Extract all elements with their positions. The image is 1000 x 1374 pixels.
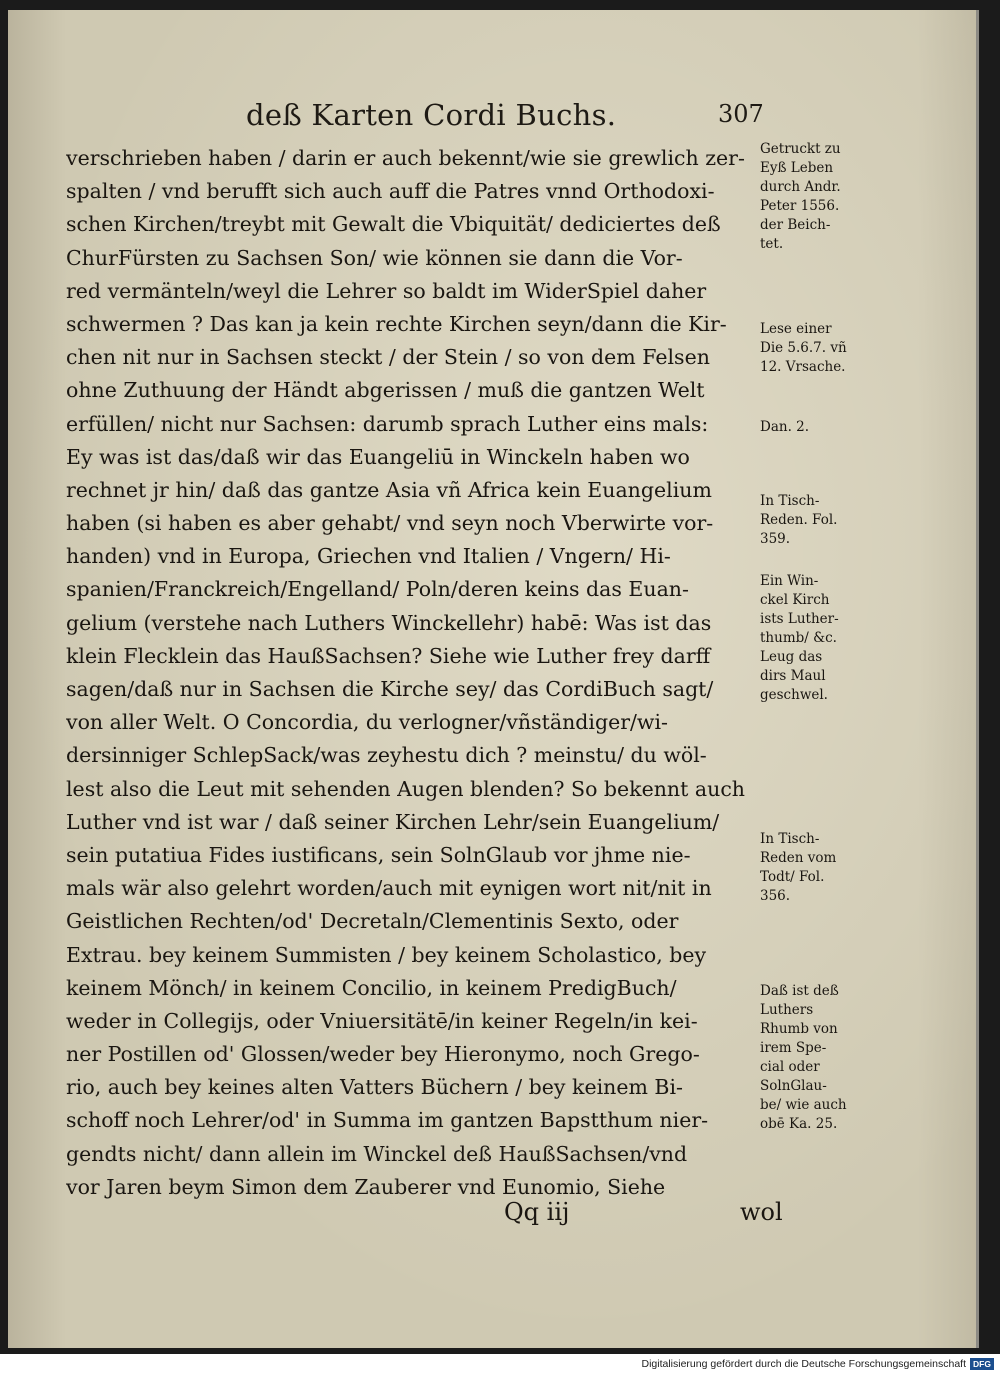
margin-note — [760, 982, 847, 1134]
text-line: mals wär also gelehrt worden/auch mit eynigen wort nit/nit in — [66, 876, 712, 901]
text-line: red vermänteln/weyl die Lehrer so baldt im WiderSpiel daher — [66, 278, 707, 303]
margin-note-line: 356. — [760, 888, 791, 904]
text-line: sagen/daß nur in Sachsen die Kirche sey/ das CordiBuch sagt/ — [66, 677, 714, 701]
book-page — [8, 10, 979, 1348]
margin-note-line: thumb/ &c. — [760, 630, 837, 646]
footer-bar — [0, 1354, 1000, 1374]
text-line: haben (si haben es aber gehabt/ vnd seyn noch Vberwirte vor- — [66, 511, 714, 536]
text-line: Geistlichen Rechten/od' Decretaln/Clementinis Sexto, oder — [66, 909, 679, 934]
margin-note-line: Rhumb von — [760, 1021, 838, 1037]
text-line: ner Postillen od' Glossen/weder bey Hieronymo, noch Grego- — [66, 1042, 700, 1067]
margin-note-line: In Tisch- — [760, 831, 820, 847]
margin-note — [760, 418, 809, 437]
text-line: ChurFürsten zu Sachsen Son/ wie können sie dann die Vor- — [66, 245, 683, 270]
text-line: Extrau. bey keinem Summisten / bey keinem Scholastico, bey — [66, 942, 707, 967]
running-title: deß Karten Cordi Buchs. — [246, 98, 617, 132]
text-line: verschrieben haben / darin er auch bekennt/wie sie grewlich zer- — [66, 146, 745, 170]
margin-note-line: be/ wie auch — [760, 1097, 847, 1113]
text-line: handen) vnd in Europa, Griechen vnd Italien / Vngern/ Hi- — [66, 544, 671, 569]
text-line: ohne Zuthuung der Händt abgerissen / muß die gantzen Welt — [66, 378, 705, 403]
margin-note-line: Leug das — [760, 649, 823, 665]
text-line: rechnet jr hin/ daß das gantze Asia vñ Africa kein Euangelium — [66, 477, 712, 502]
margin-note-line: Todt/ Fol. — [760, 869, 825, 885]
text-line: vor Jaren beym Simon dem Zauberer vnd Eunomio, Siehe — [66, 1174, 666, 1199]
text-line: sein putatiua Fides iustificans, sein SolnGlaub vor jhme nie- — [66, 842, 691, 867]
margin-note — [760, 320, 847, 377]
text-line: spanien/Franckreich/Engelland/ Poln/deren keins das Euan- — [66, 577, 689, 602]
text-line: rio, auch bey keines alten Vatters Büchern / bey keinem Bi- — [66, 1075, 683, 1100]
margin-note-line: ckel Kirch — [760, 592, 830, 608]
margin-note-line: SolnGlau- — [760, 1078, 827, 1094]
margin-note-line: Ein Win- — [760, 573, 819, 589]
margin-note-line: obē Ka. 25. — [760, 1116, 838, 1132]
dfg-logo: DFG — [970, 1358, 994, 1370]
text-line: spalten / vnd berufft sich auch auff die Patres vnnd Orthodoxi- — [66, 179, 715, 204]
margin-note-line: Luthers — [760, 1002, 814, 1018]
margin-note-line: Daß ist deß — [760, 983, 839, 999]
text-line: keinem Mönch/ in keinem Concilio, in keinem PredigBuch/ — [66, 975, 677, 1000]
text-line: gendts nicht/ dann allein im Winckel deß HaußSachsen/vnd — [66, 1141, 688, 1166]
signature-mark: Qq iij — [504, 1198, 570, 1226]
margin-note — [760, 830, 836, 906]
text-line: erfüllen/ nicht nur Sachsen: darumb sprach Luther eins mals: — [66, 411, 709, 436]
text-line: von aller Welt. O Concordia, du verlogner/vñständiger/wi- — [66, 710, 668, 735]
margin-note — [760, 492, 837, 549]
text-line: schwermen ? Das kan ja kein rechte Kirchen seyn/dann die Kir- — [66, 311, 727, 336]
margin-note-line: cial oder — [760, 1059, 820, 1075]
margin-note-line: tet. — [760, 236, 784, 252]
margin-note-line: Lese einer — [760, 321, 832, 337]
page-header — [8, 98, 976, 138]
catchword: wol — [740, 1198, 783, 1226]
text-line: Ey was ist das/daß wir das Euangeliū in Winckeln haben wo — [66, 444, 690, 469]
margin-note-line: Reden. Fol. — [760, 512, 838, 528]
text-line: Luther vnd ist war / daß seiner Kirchen Lehr/sein Euangelium/ — [66, 809, 720, 834]
body-text — [66, 142, 786, 1204]
text-line: chen nit nur in Sachsen steckt / der Stein / so von dem Felsen — [66, 345, 710, 370]
margin-note-line: ists Luther- — [760, 611, 839, 627]
margin-note-line: der Beich- — [760, 217, 831, 233]
text-line: dersinniger SchlepSack/was zeyhestu dich ? meinstu/ du wöl- — [66, 743, 707, 768]
margin-note-line: Eyß Leben — [760, 160, 834, 176]
margin-note-line: 12. Vrsache. — [760, 359, 846, 375]
margin-note-line: irem Spe- — [760, 1040, 827, 1056]
text-line: weder in Collegijs, oder Vniuersitätē/in keiner Regeln/in kei- — [66, 1008, 698, 1033]
text-line: lest also die Leut mit sehenden Augen blenden? So bekennt auch — [66, 776, 746, 801]
text-line: schoff noch Lehrer/od' in Summa im gantzen Bapstthum nier- — [66, 1108, 709, 1133]
margin-note — [760, 140, 841, 254]
margin-note-line: In Tisch- — [760, 493, 820, 509]
funding-credit: Digitalisierung gefördert durch die Deutsche Forschungsgemeinschaft — [641, 1358, 966, 1370]
text-line: schen Kirchen/treybt mit Gewalt die Vbiquität/ dediciertes deß — [66, 212, 721, 237]
margin-note-line: Reden vom — [760, 850, 837, 866]
page-number: 307 — [718, 100, 764, 128]
margin-note-line: Getruckt zu — [760, 141, 841, 157]
margin-note-line: Dan. 2. — [760, 419, 810, 435]
margin-note-line: durch Andr. — [760, 179, 841, 195]
text-line: gelium (verstehe nach Luthers Winckellehr) habē: Was ist das — [66, 610, 712, 635]
margin-note-line: dirs Maul — [760, 668, 826, 684]
margin-note-line: 359. — [760, 531, 791, 547]
margin-note-line: Die 5.6.7. vñ — [760, 340, 847, 356]
margin-note — [760, 572, 839, 705]
margin-note-line: geschwel. — [760, 687, 828, 703]
margin-note-line: Peter 1556. — [760, 198, 840, 214]
text-line: klein Flecklein das HaußSachsen? Siehe wie Luther frey darff — [66, 643, 711, 668]
page-footer-catchwords — [8, 1198, 976, 1238]
